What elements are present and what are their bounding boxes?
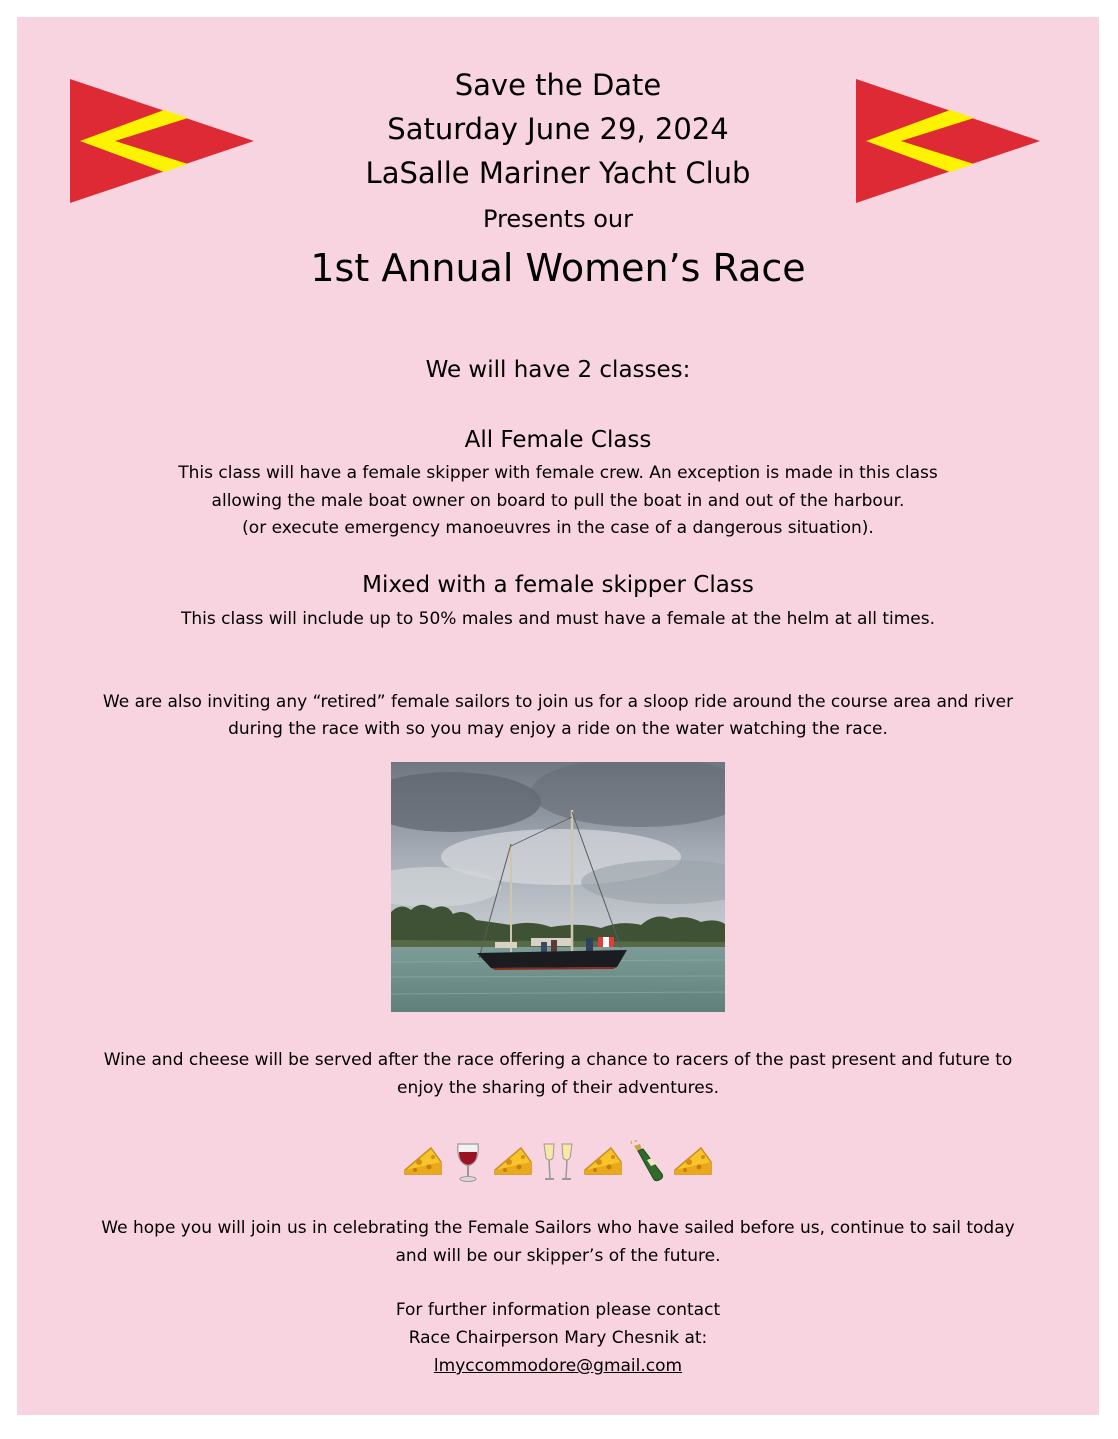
retired-invite-text-line: during the race with so you may enjoy a ride on the water watching the race.: [228, 719, 888, 739]
race-title: 1st Annual Women’s Race: [310, 246, 806, 290]
sailboat-photo: [391, 762, 725, 1012]
club-name-heading: LaSalle Mariner Yacht Club: [365, 156, 751, 190]
mixed-class-title: Mixed with a female skipper Class: [362, 572, 754, 598]
wine-cheese-text-line: enjoy the sharing of their adventures.: [397, 1078, 719, 1098]
wine-cheese-text-line: Wine and cheese will be served after the race offering a chance to racers of the past present and future to: [103, 1050, 1013, 1070]
red-wine-glass-icon: [446, 1140, 490, 1184]
all-female-class-text-line: (or execute emergency manoeuvres in the case of a dangerous situation).: [242, 518, 874, 538]
celebrate-text-line: We hope you will join us in celebrating the Female Sailors who have sailed before us, continue to sail today: [101, 1218, 1015, 1238]
treat-icons-row: [401, 1139, 715, 1185]
celebrate-text-line: and will be our skipper’s of the future.: [395, 1246, 721, 1266]
contact-person-line: Race Chairperson Mary Chesnik at:: [408, 1328, 708, 1348]
mixed-class-text-line: This class will include up to 50% males and must have a female at the helm at all times.: [181, 609, 935, 629]
cheese-icon: [491, 1140, 535, 1184]
flyer-page: [17, 17, 1099, 1415]
contact-intro-line: For further information please contact: [395, 1300, 721, 1320]
cheese-icon: [671, 1140, 715, 1184]
contact-email-row: [17, 1352, 1099, 1380]
all-female-class-title: All Female Class: [464, 427, 652, 453]
contact-email-link[interactable]: lmyccommodore@gmail.com: [433, 1356, 683, 1376]
all-female-class-text-line: This class will have a female skipper with female crew. An exception is made in this class: [178, 463, 938, 483]
event-date-heading: Saturday June 29, 2024: [387, 112, 729, 146]
presents-subheading: Presents our: [483, 205, 633, 233]
cheese-icon: [401, 1140, 445, 1184]
save-the-date-heading: Save the Date: [454, 68, 662, 102]
retired-invite-text-line: We are also inviting any “retired” female sailors to join us for a sloop ride around the course area and river: [102, 692, 1014, 712]
champagne-bottle-icon: [626, 1140, 670, 1184]
classes-intro: We will have 2 classes:: [425, 357, 691, 383]
champagne-glasses-icon: [536, 1140, 580, 1184]
all-female-class-text-line: allowing the male boat owner on board to pull the boat in and out of the harbour.: [211, 491, 905, 511]
cheese-icon: [581, 1140, 625, 1184]
